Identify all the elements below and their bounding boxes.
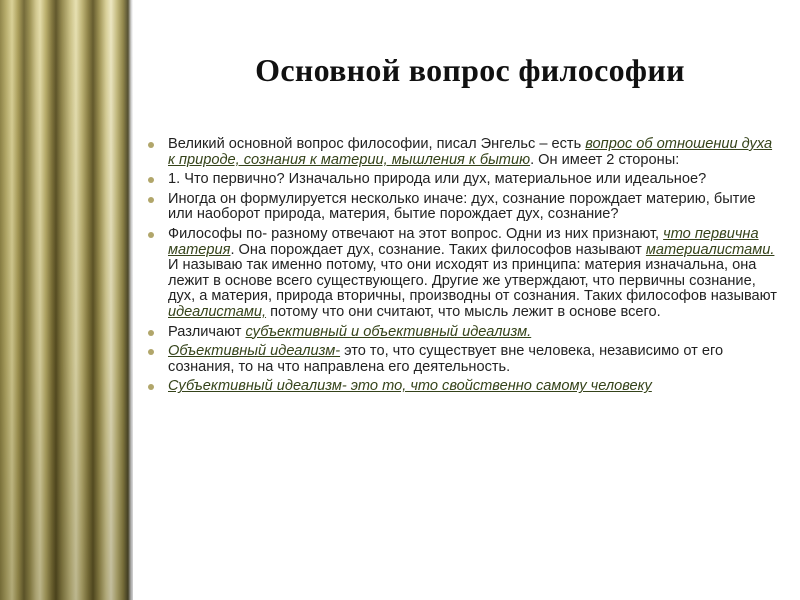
emphasis-link: субъективный и объективный идеализм.: [245, 323, 532, 340]
bullet-item: Различают субъективный и объективный идеализм.: [148, 325, 780, 341]
emphasis-link: Субъективный идеализм- это то, что свойственно самому человеку: [168, 378, 652, 395]
bullet-item: Философы по- разному отвечают на этот вопрос. Одни из них признают, что первична материя. Она порождает дух, сознание. Таких философов называют материалистами. И называю так именно потому, что они исходят из принципа: материя изначальна, она лежит в основе всего существующего. Другие же утверждают, что первичны сознание, дух, а материя, природа вторичны, производны от сознания. Таких философов называют идеалистами, потому что они считают, что мысль лежит в основе всего.: [148, 227, 780, 321]
bullet-item: 1. Что первично? Изначально природа или дух, материальное или идеальное?: [148, 172, 780, 188]
bullet-item: [148, 379, 780, 395]
emphasis-link: что первична материя: [168, 225, 759, 258]
slide-title: Основной вопрос философии: [255, 52, 685, 88]
bullet-dot-icon: [148, 330, 154, 336]
bullet-dot-icon: [148, 142, 154, 148]
bullet-item: Иногда он формулируется несколько иначе: дух, сознание порождает материю, бытие или наоборот природа, материя, бытие порождает дух, сознание?: [148, 192, 780, 223]
bullet-dot-icon: [148, 197, 154, 203]
bullet-dot-icon: [148, 384, 154, 390]
bullet-dot-icon: [148, 232, 154, 238]
decorative-curtain-shade: [0, 0, 133, 600]
bullet-dot-icon: [148, 349, 154, 355]
bullet-item: Великий основной вопрос философии, писал Энгельс – есть вопрос об отношении духа к природе, сознания к материи, мышления к бытию. Он имеет 2 стороны:: [148, 137, 780, 168]
bullet-dot-icon: [148, 177, 154, 183]
emphasis-link: вопрос об отношении духа к природе, сознания к материи, мышления к бытию: [168, 136, 773, 168]
bullet-list: [148, 137, 780, 399]
bullet-item: Объективный идеализм- это то, что существует вне человека, независимо от его сознания, то на что направлена его деятельность.: [148, 344, 780, 375]
emphasis-link: идеалистами,: [168, 303, 267, 320]
emphasis-link: материалистами.: [645, 241, 775, 258]
emphasis-link: Объективный идеализм-: [168, 343, 341, 360]
